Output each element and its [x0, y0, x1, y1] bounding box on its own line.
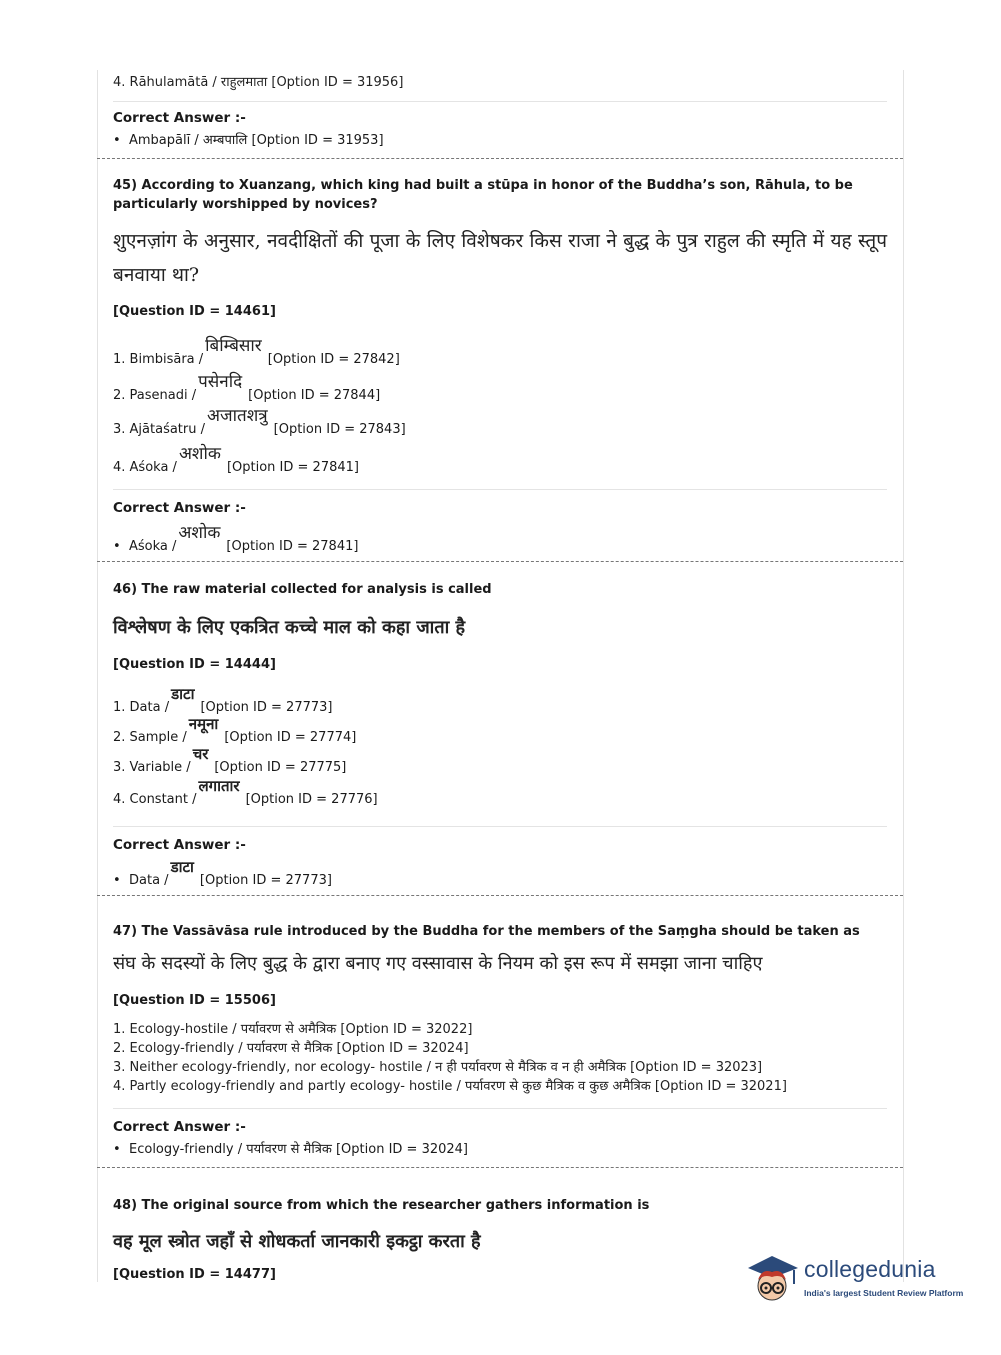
correct-answer-title: Correct Answer :-: [113, 110, 246, 126]
option-item: 4. Partly ecology-friendly and partly ecology- hostile / पर्यावरण से कुछ मैत्रिक व कुछ अमैत्रिक [Option ID = 32021]: [113, 1079, 787, 1094]
option-item: 2. Pasenadi /पसेनदि[Option ID = 27844]: [113, 377, 887, 411]
correct-answer-title: Correct Answer :-: [113, 1119, 246, 1135]
option-item: 4. Constant /लगातार[Option ID = 27776]: [113, 777, 378, 807]
question-text-english: 48) The original source from which the researcher gathers information is: [113, 1198, 650, 1213]
option-item: 3. Ajātaśatru /अजातशत्रु[Option ID = 27843]: [113, 411, 887, 449]
question-separator: [97, 561, 903, 562]
hindi-option-image: डाटा: [170, 858, 194, 876]
correct-answer-item: • Data /डाटा[Option ID = 27773]: [113, 858, 332, 888]
question-text-hindi: विश्लेषण के लिए एकत्रित कच्चे माल को कहा जाता है: [113, 617, 466, 638]
prev-question-tail: [97, 70, 903, 148]
correct-answer-title: Correct Answer :-: [113, 500, 246, 516]
divider: [113, 489, 887, 490]
correct-answer-item: • Ambapālī / अम्बपालि [Option ID = 31953]: [113, 133, 384, 148]
option-item: 1. Ecology-hostile / पर्यावरण से अमैत्रिक [Option ID = 32022]: [113, 1022, 473, 1037]
option-item: 4. Aśoka /अशोक[Option ID = 27841]: [113, 449, 887, 479]
question-47: [97, 922, 903, 1157]
correct-answer-item: • Aśoka /अशोक[Option ID = 27841]: [113, 532, 887, 555]
hindi-option-image: अजातशत्रु: [207, 406, 268, 426]
correct-answer-title: Correct Answer :-: [113, 837, 246, 853]
option-item: 2. Ecology-friendly / पर्यावरण से मैत्रिक [Option ID = 32024]: [113, 1041, 469, 1056]
question-id: [Question ID = 14461]: [113, 304, 276, 319]
question-45: [97, 176, 903, 555]
options-list: [113, 1020, 887, 1096]
logo-wordmark: collegedunia: [804, 1256, 936, 1282]
question-separator: [97, 895, 903, 896]
logo-tagline: India's largest Student Review Platform: [804, 1288, 964, 1298]
question-separator: [97, 1167, 903, 1168]
options-list: [113, 684, 887, 814]
divider: [113, 826, 887, 827]
question-text-hindi: शुएनज़ांग के अनुसार, नवदीक्षितों की पूजा के लिए विशेषकर किस राजा ने बुद्ध के पुत्र राहुल की स्मृति में यह स्तूप बनवाया था?: [113, 230, 887, 286]
option-item: 1. Data /डाटा[Option ID = 27773]: [113, 685, 333, 715]
question-id: [Question ID = 14477]: [113, 1267, 276, 1282]
options-list: [113, 337, 887, 479]
question-text-hindi: संघ के सदस्यों के लिए बुद्ध के द्वारा बनाए गए वस्सावास के नियम को इस रूप में समझा जाना चाहिए: [113, 953, 763, 974]
collegedunia-logo: [742, 1250, 972, 1310]
hindi-option-image: बिम्बिसार: [205, 336, 262, 356]
page-border-right: [903, 70, 904, 1282]
option-item: 2. Sample /नमूना[Option ID = 27774]: [113, 715, 357, 745]
divider: [113, 101, 887, 102]
hindi-option-image: चर: [192, 745, 209, 763]
hindi-option-image: नमूना: [188, 715, 219, 733]
question-text-english: 47) The Vassāvāsa rule introduced by the Buddha for the members of the Saṃgha should be taken as: [113, 924, 860, 939]
correct-answer-item: • Ecology-friendly / पर्यावरण से मैत्रिक [Option ID = 32024]: [113, 1142, 468, 1157]
question-id: [Question ID = 15506]: [113, 993, 276, 1008]
hindi-option-image: पसेनदि: [198, 372, 243, 392]
question-separator: [97, 158, 903, 159]
question-text-english: 45) According to Xuanzang, which king had built a stūpa in honor of the Buddha’s son, Rāhula, to be particularly worshipped by novices?: [113, 178, 853, 212]
hindi-option-image: डाटा: [171, 685, 195, 703]
option-item: 4. Rāhulamātā / राहुलमाता [Option ID = 31956]: [113, 75, 404, 90]
question-46: [97, 580, 903, 889]
option-item: 1. Bimbisāra /बिम्बिसार[Option ID = 27842]: [113, 337, 887, 377]
question-text-english: 46) The raw material collected for analysis is called: [113, 582, 492, 597]
option-item: 3. Variable /चर[Option ID = 27775]: [113, 745, 347, 775]
hindi-option-image: लगातार: [198, 777, 240, 795]
divider: [113, 1108, 887, 1109]
question-text-hindi: वह मूल स्त्रोत जहाँ से शोधकर्ता जानकारी इकट्ठा करता है: [113, 1231, 481, 1252]
question-id: [Question ID = 14444]: [113, 657, 276, 672]
hindi-option-image: अशोक: [178, 523, 221, 543]
exam-page: [97, 70, 903, 1282]
option-item: 3. Neither ecology-friendly, nor ecology- hostile / न ही पर्यावरण से मैत्रिक व न ही अमैत्रिक [Option ID = 32023]: [113, 1060, 763, 1075]
hindi-option-image: अशोक: [178, 444, 221, 464]
mascot-icon: [742, 1250, 802, 1310]
